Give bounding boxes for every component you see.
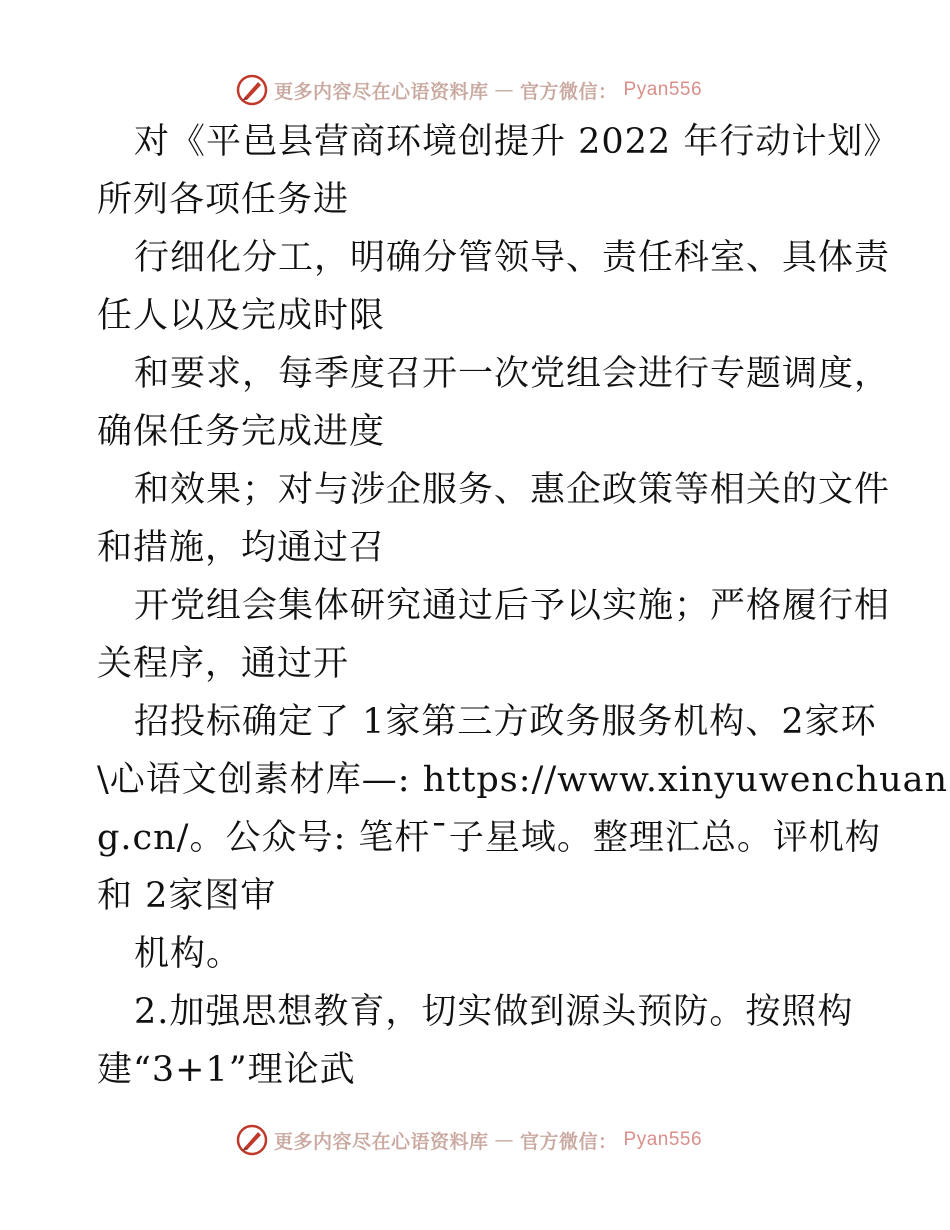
quill-logo-icon (236, 74, 268, 106)
text-line: 确保任务完成进度 (97, 412, 386, 452)
text-line: 和要求，每季度召开一次党组会进行专题调度， (134, 354, 891, 394)
text-line: g.cn/。公众号: 笔杆¯子星域。整理汇总。评机构 (97, 818, 881, 858)
text-line: 任人以及完成时限 (97, 296, 386, 336)
watermark-title: 更多内容尽在心语资料库 (274, 1130, 489, 1153)
text-line: 关程序，通过开 (97, 644, 350, 684)
quill-logo-icon (236, 1124, 268, 1156)
text-line: 和措施，均通过召 (97, 528, 386, 568)
text-line: 和效果；对与涉企服务、惠企政策等相关的文件 (134, 470, 891, 510)
watermark-separator: — (494, 79, 515, 101)
text-line: \心语文创素材库—: https://www.xinyuwenchuan (97, 760, 949, 800)
watermark-separator: — (494, 1129, 515, 1151)
text-line: 所列各项任务进 (97, 180, 350, 220)
text-line: 和 2家图审 (97, 876, 277, 916)
text-line: 2.加强思想教育，切实做到源头预防。按照构 (134, 992, 854, 1032)
watermark-id: Pyan556 (623, 1129, 703, 1150)
watermark-header (236, 72, 702, 108)
watermark-footer (236, 1122, 702, 1158)
text-line: 机构。 (134, 934, 243, 974)
watermark-title: 更多内容尽在心语资料库 (274, 80, 489, 103)
text-line: 对《平邑县营商环境创提升 2022 年行动计划》 (134, 122, 900, 162)
text-line: 行细化分工，明确分管领导、责任科室、具体责 (134, 238, 891, 278)
watermark-id: Pyan556 (623, 79, 703, 100)
text-line: 开党组会集体研究通过后予以实施；严格履行相 (134, 586, 891, 626)
text-line: 招投标确定了 1家第三方政务服务机构、2家环 (134, 702, 877, 742)
watermark-label: 官方微信： (520, 80, 618, 103)
text-line: 建“3+1”理论武 (97, 1050, 356, 1090)
watermark-label: 官方微信： (520, 1130, 618, 1153)
